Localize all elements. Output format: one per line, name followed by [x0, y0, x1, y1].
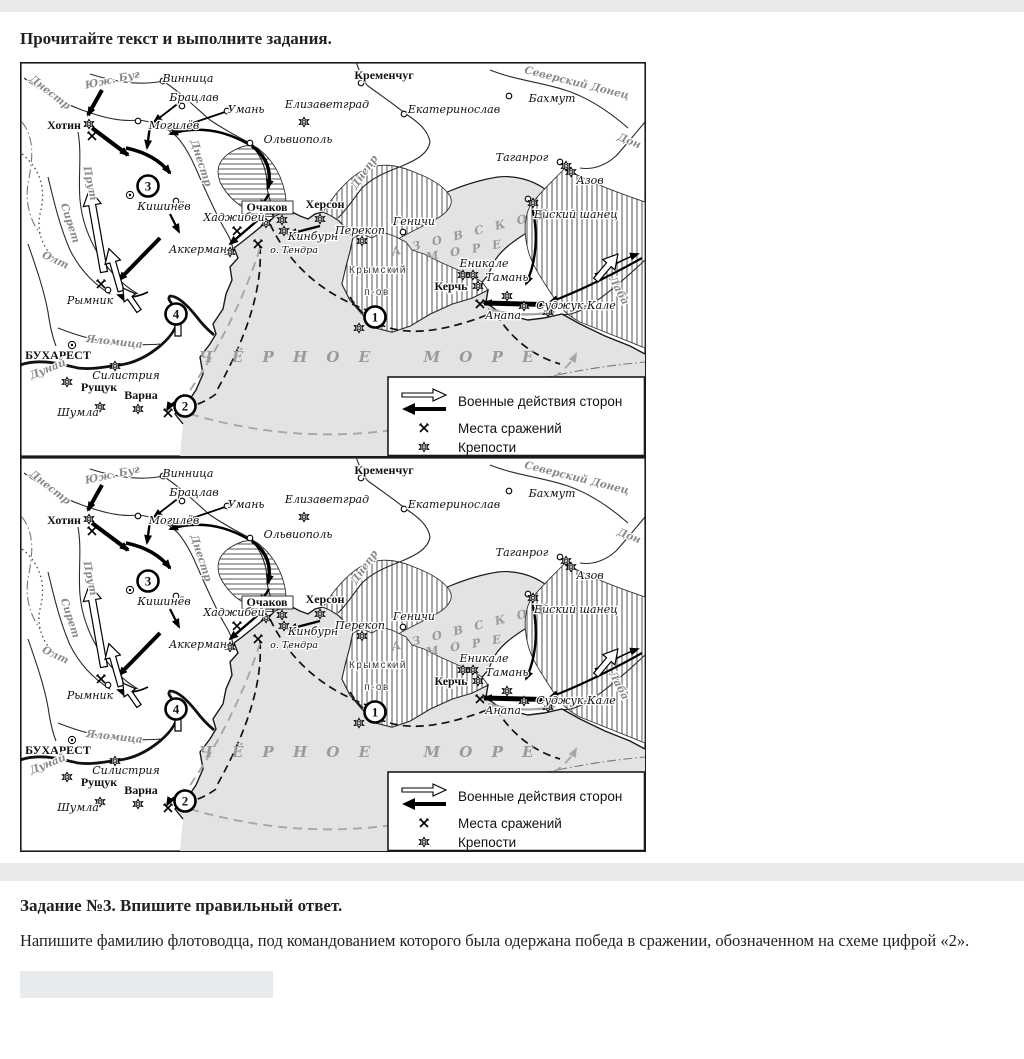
section-separator	[0, 863, 1024, 881]
task-body-text: Напишите фамилию флотоводца, под командованием которого была одержана победа в сражении, обозначенном на схеме цифрой «2».	[20, 931, 970, 950]
task-heading: Задание №3. Впишите правильный ответ.	[20, 896, 343, 915]
war-map-schema-1	[20, 62, 646, 457]
instruction-heading: Прочитайте текст и выполните задания.	[20, 29, 332, 48]
answer-input[interactable]	[20, 971, 273, 998]
page-top-bar	[0, 0, 1024, 12]
map-figures	[20, 62, 646, 852]
war-map-schema-2	[20, 457, 646, 852]
